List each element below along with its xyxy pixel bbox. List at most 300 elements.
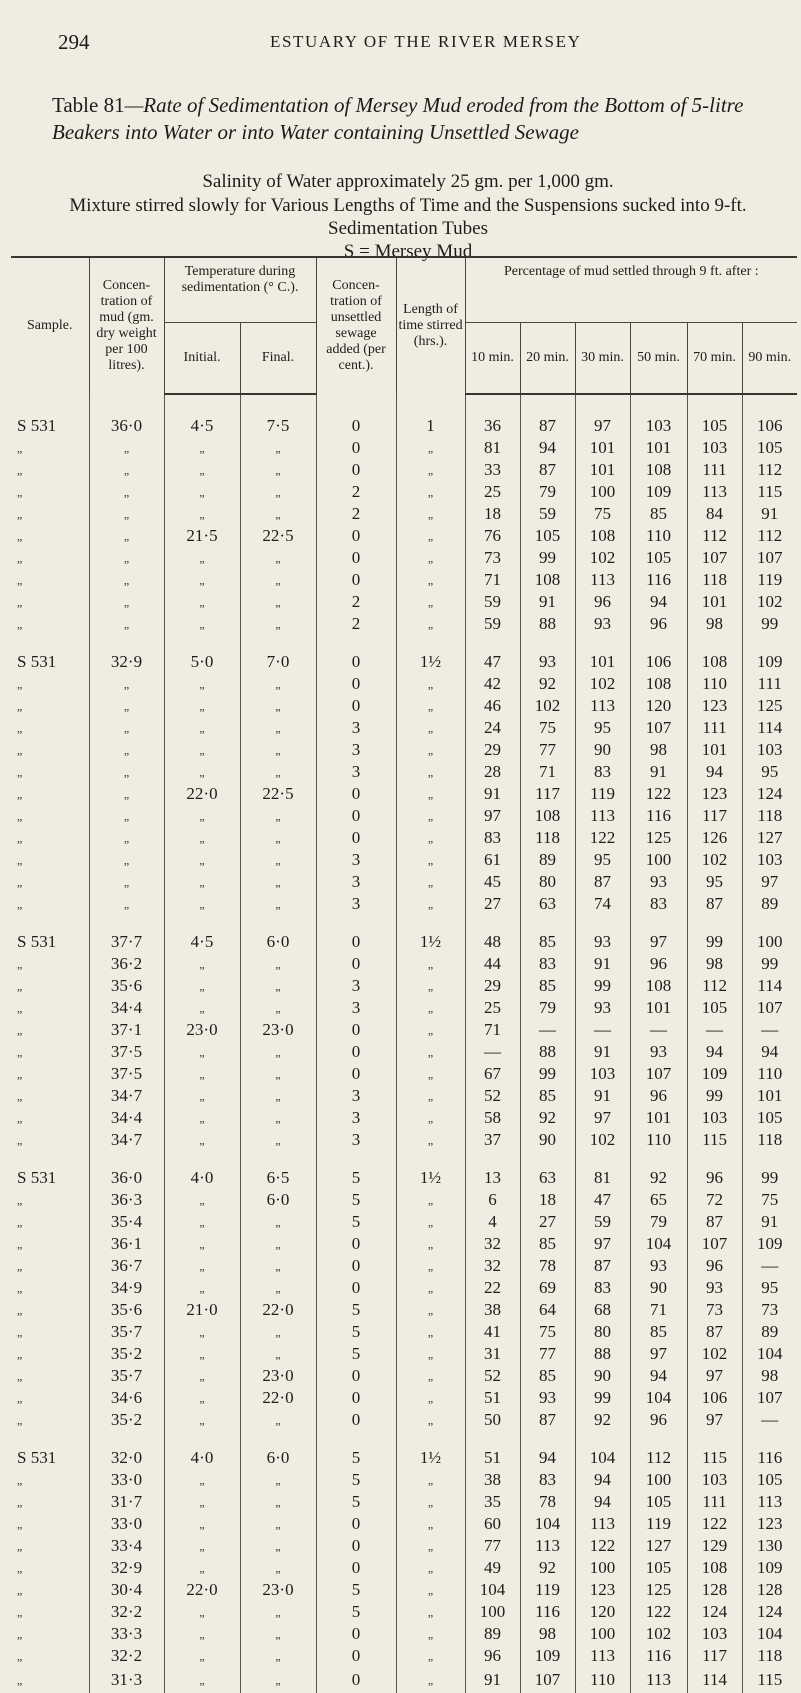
percent-settled-cell: 111	[742, 673, 797, 695]
sample-cell: „	[17, 1412, 23, 1427]
mud-concentration-cell: 32·2	[89, 1601, 164, 1623]
percent-settled-cell: 77	[520, 1343, 575, 1365]
percent-settled-cell: 49	[465, 1557, 520, 1579]
temp-final-cell: „	[240, 673, 316, 695]
percent-settled-cell: 91	[465, 1667, 520, 1693]
percent-settled-cell: 91	[575, 1041, 630, 1063]
sample-cell: „	[17, 676, 23, 691]
temp-initial-cell: „	[164, 1211, 240, 1233]
percent-settled-cell: 96	[630, 1409, 687, 1431]
mud-concentration-cell: 34·4	[89, 1107, 164, 1129]
temp-initial-cell: „	[164, 1601, 240, 1623]
stir-length-cell: „	[396, 1623, 465, 1645]
percent-settled-cell: 80	[520, 871, 575, 893]
stir-length-cell: „	[396, 1469, 465, 1491]
percent-settled-cell: 97	[742, 871, 797, 893]
stir-length-cell: „	[396, 1085, 465, 1107]
table-row	[11, 673, 797, 695]
mud-concentration-cell: „	[89, 893, 164, 915]
percent-settled-cell: 51	[465, 1431, 520, 1469]
sewage-cell: 3	[316, 849, 396, 871]
stir-length-cell: „	[396, 1019, 465, 1041]
percent-settled-cell: 105	[742, 437, 797, 459]
percent-settled-cell: 101	[742, 1085, 797, 1107]
percent-settled-cell: 81	[465, 437, 520, 459]
percent-settled-cell: 107	[687, 1233, 742, 1255]
percent-settled-cell: 92	[575, 1409, 630, 1431]
percent-settled-cell: —	[630, 1019, 687, 1041]
temp-final-cell: „	[240, 849, 316, 871]
sewage-cell: 5	[316, 1469, 396, 1491]
header-temp-final: Final.	[240, 323, 316, 395]
percent-settled-cell: 93	[575, 997, 630, 1019]
sewage-cell: 0	[316, 1557, 396, 1579]
percent-settled-cell: 85	[520, 1365, 575, 1387]
percent-settled-cell: 106	[630, 635, 687, 673]
header-time-10: 10 min.	[465, 323, 520, 395]
mud-concentration-cell: „	[89, 503, 164, 525]
sewage-cell: 2	[316, 481, 396, 503]
percent-settled-cell: 61	[465, 849, 520, 871]
sewage-cell: 5	[316, 1579, 396, 1601]
sewage-cell: 0	[316, 437, 396, 459]
percent-settled-cell: 83	[575, 761, 630, 783]
percent-settled-cell: 64	[520, 1299, 575, 1321]
percent-settled-cell: 73	[687, 1299, 742, 1321]
percent-settled-cell: 123	[575, 1579, 630, 1601]
percent-settled-cell: 104	[630, 1233, 687, 1255]
temp-final-cell: 22·0	[240, 1299, 316, 1321]
percent-settled-cell: 29	[465, 739, 520, 761]
stir-length-cell: 1½	[396, 1151, 465, 1189]
sample-cell: „	[17, 462, 23, 477]
temp-final-cell: „	[240, 1469, 316, 1491]
percent-settled-cell: 114	[742, 717, 797, 739]
sample-cell: „	[17, 572, 23, 587]
sample-cell: „	[17, 698, 23, 713]
percent-settled-cell: 101	[575, 437, 630, 459]
percent-settled-cell: 118	[742, 805, 797, 827]
temp-final-cell: „	[240, 1667, 316, 1693]
mud-concentration-cell: 33·3	[89, 1623, 164, 1645]
percent-settled-cell: 103	[742, 739, 797, 761]
percent-settled-cell: 109	[630, 481, 687, 503]
table-row	[11, 1107, 797, 1129]
header-time-70: 70 min.	[687, 323, 742, 395]
temp-final-cell: „	[240, 481, 316, 503]
percent-settled-cell: 110	[742, 1063, 797, 1085]
table-row	[11, 1645, 797, 1667]
percent-settled-cell: 83	[520, 953, 575, 975]
percent-settled-cell: 113	[630, 1667, 687, 1693]
sewage-cell: 0	[316, 1409, 396, 1431]
percent-settled-cell: 130	[742, 1535, 797, 1557]
percent-settled-cell: 79	[520, 997, 575, 1019]
temp-final-cell: „	[240, 1513, 316, 1535]
percent-settled-cell: 52	[465, 1085, 520, 1107]
percent-settled-cell: 100	[630, 1469, 687, 1491]
header-sample: Sample.	[11, 257, 89, 394]
temp-initial-cell: „	[164, 481, 240, 503]
table-row	[11, 613, 797, 635]
table-row	[11, 1387, 797, 1409]
table-row	[11, 695, 797, 717]
percent-settled-cell: 115	[742, 481, 797, 503]
percent-settled-cell: 97	[575, 394, 630, 437]
stir-length-cell: „	[396, 591, 465, 613]
percent-settled-cell: 117	[687, 1645, 742, 1667]
sample-cell: S 531	[17, 1448, 57, 1467]
stir-length-cell: „	[396, 827, 465, 849]
stir-length-cell: „	[396, 953, 465, 975]
mud-concentration-cell: 37·5	[89, 1041, 164, 1063]
temp-final-cell: 23·0	[240, 1019, 316, 1041]
temp-final-cell: „	[240, 717, 316, 739]
sewage-cell: 3	[316, 761, 396, 783]
header-sewage-concentration: Concen-tration of unsettled sewage added (per cent.).	[316, 257, 396, 394]
table-row	[11, 1535, 797, 1557]
sewage-cell: 5	[316, 1211, 396, 1233]
table-row	[11, 805, 797, 827]
percent-settled-cell: 104	[465, 1579, 520, 1601]
mud-concentration-cell: „	[89, 673, 164, 695]
percent-settled-cell: 74	[575, 893, 630, 915]
temp-final-cell: „	[240, 953, 316, 975]
percent-settled-cell: 96	[575, 591, 630, 613]
percent-settled-cell: 101	[630, 1107, 687, 1129]
mud-concentration-cell: 35·7	[89, 1321, 164, 1343]
percent-settled-cell: 112	[687, 975, 742, 997]
percent-settled-cell: 80	[575, 1321, 630, 1343]
temp-final-cell: 6·0	[240, 1189, 316, 1211]
temp-final-cell: „	[240, 1085, 316, 1107]
table-row	[11, 1085, 797, 1107]
table-row	[11, 547, 797, 569]
table-row	[11, 1129, 797, 1151]
temp-initial-cell: „	[164, 739, 240, 761]
sewage-cell: 0	[316, 635, 396, 673]
mud-concentration-cell: 34·9	[89, 1277, 164, 1299]
percent-settled-cell: 108	[687, 1557, 742, 1579]
stir-length-cell: „	[396, 1365, 465, 1387]
temp-initial-cell: „	[164, 717, 240, 739]
percent-settled-cell: 91	[742, 1211, 797, 1233]
temp-final-cell: „	[240, 1645, 316, 1667]
percent-settled-cell: 37	[465, 1129, 520, 1151]
percent-settled-cell: —	[575, 1019, 630, 1041]
mud-concentration-cell: „	[89, 437, 164, 459]
percent-settled-cell: 115	[742, 1667, 797, 1693]
percent-settled-cell: 105	[520, 525, 575, 547]
sample-cell: „	[17, 1390, 23, 1405]
percent-settled-cell: 115	[687, 1431, 742, 1469]
sewage-cell: 5	[316, 1343, 396, 1365]
percent-settled-cell: 105	[630, 1557, 687, 1579]
table-row	[11, 1189, 797, 1211]
temp-initial-cell: „	[164, 1491, 240, 1513]
percent-settled-cell: 94	[575, 1469, 630, 1491]
percent-settled-cell: 123	[687, 695, 742, 717]
sample-cell: „	[17, 1110, 23, 1125]
stir-length-cell: „	[396, 525, 465, 547]
percent-settled-cell: 113	[520, 1535, 575, 1557]
sample-cell: „	[17, 1044, 23, 1059]
percent-settled-cell: 88	[575, 1343, 630, 1365]
temp-final-cell: „	[240, 1233, 316, 1255]
sewage-cell: 0	[316, 547, 396, 569]
percent-settled-cell: 92	[520, 1107, 575, 1129]
percent-settled-cell: 47	[465, 635, 520, 673]
percent-settled-cell: 83	[520, 1469, 575, 1491]
percent-settled-cell: 45	[465, 871, 520, 893]
sample-cell: „	[17, 874, 23, 889]
percent-settled-cell: 71	[520, 761, 575, 783]
temp-initial-cell: „	[164, 849, 240, 871]
percent-settled-cell: 105	[687, 997, 742, 1019]
stir-length-cell: „	[396, 1041, 465, 1063]
percent-settled-cell: 109	[742, 635, 797, 673]
percent-settled-cell: 126	[687, 827, 742, 849]
stir-length-cell: „	[396, 481, 465, 503]
percent-settled-cell: 102	[575, 673, 630, 695]
sewage-cell: 0	[316, 394, 396, 437]
percent-settled-cell: 94	[742, 1041, 797, 1063]
sewage-cell: 3	[316, 717, 396, 739]
temp-initial-cell: „	[164, 975, 240, 997]
temp-initial-cell: 4·5	[164, 915, 240, 953]
stir-length-cell: „	[396, 613, 465, 635]
percent-settled-cell: 96	[687, 1255, 742, 1277]
percent-settled-cell: 97	[630, 915, 687, 953]
mud-concentration-cell: 35·4	[89, 1211, 164, 1233]
mud-concentration-cell: 36·3	[89, 1189, 164, 1211]
percent-settled-cell: 103	[687, 1107, 742, 1129]
temp-initial-cell: „	[164, 1041, 240, 1063]
temp-final-cell: 6·5	[240, 1151, 316, 1189]
temp-initial-cell: „	[164, 997, 240, 1019]
stir-length-cell: „	[396, 437, 465, 459]
table-row	[11, 849, 797, 871]
stir-length-cell: „	[396, 1409, 465, 1431]
percent-settled-cell: 113	[575, 695, 630, 717]
temp-initial-cell: „	[164, 1277, 240, 1299]
percent-settled-cell: 71	[465, 569, 520, 591]
percent-settled-cell: 75	[520, 1321, 575, 1343]
table-row	[11, 893, 797, 915]
sample-cell: „	[17, 1324, 23, 1339]
sample-cell: „	[17, 1192, 23, 1207]
temp-initial-cell: 21·0	[164, 1299, 240, 1321]
sewage-cell: 3	[316, 1129, 396, 1151]
percent-settled-cell: 89	[742, 893, 797, 915]
table-row	[11, 569, 797, 591]
percent-settled-cell: 100	[630, 849, 687, 871]
percent-settled-cell: 87	[575, 1255, 630, 1277]
sample-cell: „	[17, 1280, 23, 1295]
percent-settled-cell: 99	[575, 975, 630, 997]
mud-concentration-cell: „	[89, 717, 164, 739]
percent-settled-cell: 42	[465, 673, 520, 695]
sample-cell: „	[17, 1088, 23, 1103]
temp-final-cell: 7·5	[240, 394, 316, 437]
percent-settled-cell: 99	[742, 953, 797, 975]
table-row	[11, 1365, 797, 1387]
percent-settled-cell: 75	[520, 717, 575, 739]
temp-initial-cell: 4·5	[164, 394, 240, 437]
table-row	[11, 871, 797, 893]
percent-settled-cell: 93	[687, 1277, 742, 1299]
percent-settled-cell: 101	[630, 997, 687, 1019]
temp-final-cell: „	[240, 761, 316, 783]
sample-cell: „	[17, 786, 23, 801]
percent-settled-cell: 89	[742, 1321, 797, 1343]
percent-settled-cell: 95	[575, 717, 630, 739]
stir-length-cell: „	[396, 1491, 465, 1513]
percent-settled-cell: 75	[742, 1189, 797, 1211]
percent-settled-cell: 102	[630, 1623, 687, 1645]
percent-settled-cell: 90	[520, 1129, 575, 1151]
sample-cell: „	[17, 720, 23, 735]
sewage-cell: 5	[316, 1321, 396, 1343]
percent-settled-cell: 99	[520, 1063, 575, 1085]
sewage-cell: 5	[316, 1601, 396, 1623]
percent-settled-cell: 117	[687, 805, 742, 827]
percent-settled-cell: 89	[465, 1623, 520, 1645]
stir-length-cell: „	[396, 1579, 465, 1601]
header-time-50: 50 min.	[630, 323, 687, 395]
percent-settled-cell: 115	[687, 1129, 742, 1151]
percent-settled-cell: 76	[465, 525, 520, 547]
mud-concentration-cell: 35·6	[89, 975, 164, 997]
percent-settled-cell: 102	[575, 1129, 630, 1151]
percent-settled-cell: 128	[742, 1579, 797, 1601]
percent-settled-cell: 93	[520, 1387, 575, 1409]
temp-initial-cell: „	[164, 893, 240, 915]
percent-settled-cell: 71	[465, 1019, 520, 1041]
sample-cell: „	[17, 1214, 23, 1229]
temp-initial-cell: „	[164, 459, 240, 481]
temp-final-cell: „	[240, 893, 316, 915]
mud-concentration-cell: 33·0	[89, 1469, 164, 1491]
percent-settled-cell: 108	[630, 459, 687, 481]
mud-concentration-cell: „	[89, 459, 164, 481]
sample-cell: „	[17, 484, 23, 499]
stir-length-cell: „	[396, 1667, 465, 1693]
stir-length-cell: „	[396, 1189, 465, 1211]
mud-concentration-cell: 37·1	[89, 1019, 164, 1041]
temp-final-cell: „	[240, 1041, 316, 1063]
stir-length-cell: 1½	[396, 1431, 465, 1469]
temp-initial-cell: „	[164, 1189, 240, 1211]
percent-settled-cell: 95	[742, 761, 797, 783]
temp-final-cell: „	[240, 1409, 316, 1431]
sewage-cell: 0	[316, 1255, 396, 1277]
sewage-cell: 0	[316, 1387, 396, 1409]
percent-settled-cell: 38	[465, 1299, 520, 1321]
temp-initial-cell: 21·5	[164, 525, 240, 547]
percent-settled-cell: 102	[575, 547, 630, 569]
mud-concentration-cell: „	[89, 783, 164, 805]
percent-settled-cell: 107	[630, 1063, 687, 1085]
sewage-cell: 0	[316, 1535, 396, 1557]
percent-settled-cell: 27	[520, 1211, 575, 1233]
percent-settled-cell: 107	[630, 717, 687, 739]
percent-settled-cell: 105	[630, 1491, 687, 1513]
temp-final-cell: „	[240, 1623, 316, 1645]
percent-settled-cell: 98	[687, 953, 742, 975]
mud-concentration-cell: 34·6	[89, 1387, 164, 1409]
percent-settled-cell: 122	[687, 1513, 742, 1535]
percent-settled-cell: 67	[465, 1063, 520, 1085]
percent-settled-cell: 91	[742, 503, 797, 525]
percent-settled-cell: 73	[742, 1299, 797, 1321]
percent-settled-cell: 18	[465, 503, 520, 525]
percent-settled-cell: 124	[742, 783, 797, 805]
temp-initial-cell: „	[164, 1469, 240, 1491]
running-head	[58, 30, 748, 54]
percent-settled-cell: 102	[687, 849, 742, 871]
percent-settled-cell: 87	[575, 871, 630, 893]
stir-length-cell: „	[396, 1601, 465, 1623]
sewage-cell: 0	[316, 1645, 396, 1667]
percent-settled-cell: 85	[520, 915, 575, 953]
temp-initial-cell: „	[164, 871, 240, 893]
percent-settled-cell: 102	[742, 591, 797, 613]
percent-settled-cell: 88	[520, 613, 575, 635]
percent-settled-cell: 111	[687, 717, 742, 739]
percent-settled-cell: 32	[465, 1233, 520, 1255]
percent-settled-cell: 95	[687, 871, 742, 893]
percent-settled-cell: 122	[630, 783, 687, 805]
sewage-cell: 0	[316, 915, 396, 953]
temp-initial-cell: „	[164, 827, 240, 849]
temp-final-cell: „	[240, 437, 316, 459]
percent-settled-cell: 97	[575, 1233, 630, 1255]
temp-final-cell: „	[240, 459, 316, 481]
percent-settled-cell: 96	[687, 1151, 742, 1189]
percent-settled-cell: 108	[630, 673, 687, 695]
percent-settled-cell: 77	[520, 739, 575, 761]
temp-final-cell: „	[240, 695, 316, 717]
percent-settled-cell: 85	[520, 1233, 575, 1255]
temp-final-cell: „	[240, 1343, 316, 1365]
table-row	[11, 915, 797, 953]
mud-concentration-cell: „	[89, 761, 164, 783]
percent-settled-cell: 93	[520, 635, 575, 673]
percent-settled-cell: 107	[742, 997, 797, 1019]
percent-settled-cell: 97	[687, 1365, 742, 1387]
percent-settled-cell: 92	[630, 1151, 687, 1189]
table-row	[11, 739, 797, 761]
temp-final-cell: „	[240, 1601, 316, 1623]
percent-settled-cell: 98	[687, 613, 742, 635]
sewage-cell: 0	[316, 1277, 396, 1299]
temp-final-cell: 6·0	[240, 1431, 316, 1469]
sample-cell: S 531	[17, 652, 57, 671]
table-row	[11, 1063, 797, 1085]
percent-settled-cell: 78	[520, 1255, 575, 1277]
salinity-note: Salinity of Water approximately 25 gm. per 1,000 gm.	[202, 171, 614, 192]
temp-initial-cell: „	[164, 1085, 240, 1107]
temp-initial-cell: „	[164, 1535, 240, 1557]
sewage-cell: 5	[316, 1299, 396, 1321]
percent-settled-cell: 122	[575, 827, 630, 849]
percent-settled-cell: 100	[465, 1601, 520, 1623]
temp-final-cell: „	[240, 503, 316, 525]
mud-concentration-cell: 34·4	[89, 997, 164, 1019]
temp-initial-cell: „	[164, 1255, 240, 1277]
percent-settled-cell: 94	[520, 1431, 575, 1469]
